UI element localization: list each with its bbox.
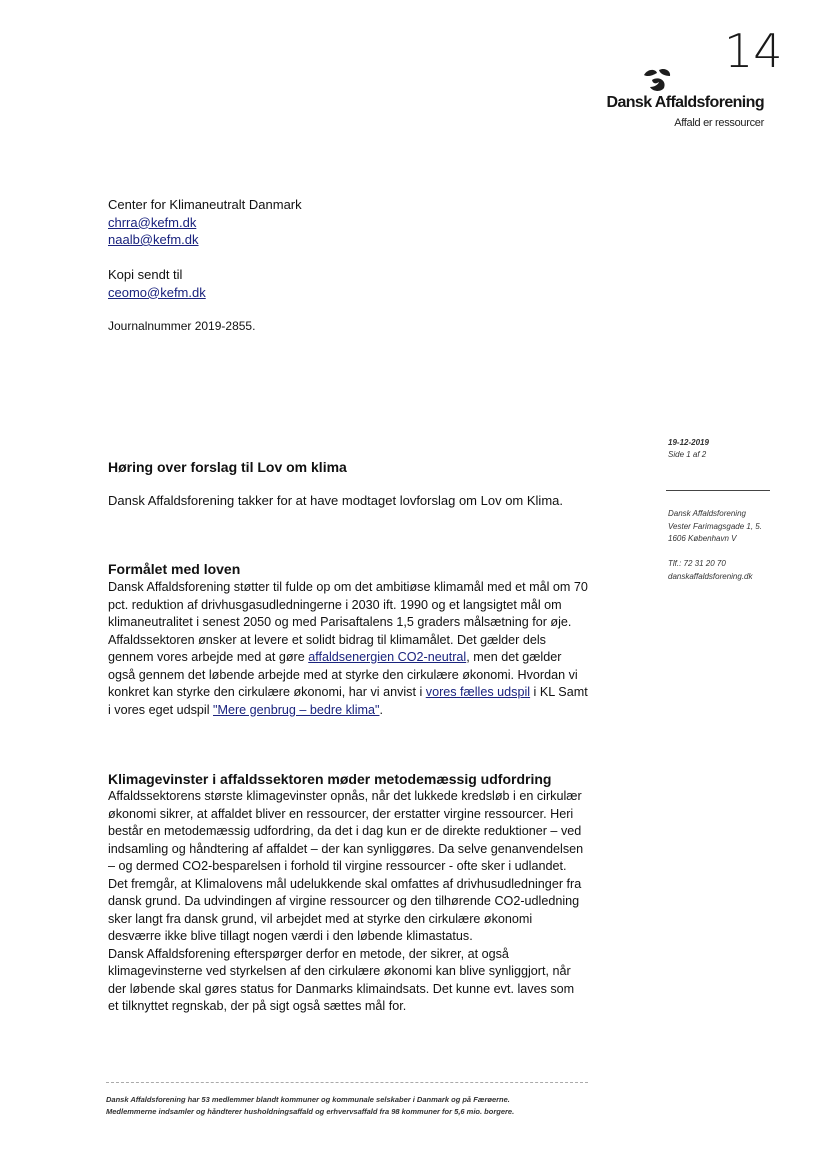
intro-paragraph: Dansk Affaldsforening takker for at have modtaget lovforslag om Lov om Klima. — [108, 493, 563, 508]
paragraph — [108, 632, 588, 720]
recipient-org: Center for Klimaneutralt Danmark — [108, 197, 302, 212]
sidebar-address — [668, 508, 762, 546]
footer-divider — [106, 1082, 588, 1083]
brand-tagline: Affald er ressourcer — [674, 117, 764, 129]
text-span: , men det gælder også gennem det løbende arbejde med at styrke den cirkulære økonomi. Hvordan vi konkret kan styrke den cirkulære økonomi, har vi anvist i — [108, 650, 578, 699]
phone-number: Tlf.: 72 31 20 70 — [668, 559, 726, 568]
leaf-logo-icon — [640, 67, 674, 95]
brand-name: Dansk Affaldsforening — [606, 94, 764, 111]
paragraph: Det fremgår, at Klimalovens mål udelukkende skal omfattes af drivhusudledninger fra dansk grund. Da udvindingen af virgine ressourcer og den tilhørende CO2-udledning sker langt fra dansk grund, vil arbejdet med at styrke den cirkulære økonomi desværre ikke blive tillagt nogen værdi i den løbende klimastatus. — [108, 876, 582, 943]
sidebar-contact — [668, 558, 753, 583]
text-span: i KL Samt i vores eget udspil — [108, 685, 588, 717]
footer-line: Dansk Affaldsforening har 53 medlemmer blandt kommuner og kommunale selskaber i Danmark og på Færøerne. — [106, 1095, 510, 1104]
recipient-email-link[interactable]: chrra@kefm.dk — [108, 214, 197, 230]
paragraph: Dansk Affaldsforening efterspørger derfor en metode, der sikrer, at også klimagevinsterne ved styrkelsen af den cirkulære økonomi kan blive synliggjort, når der løbende skal gøres status for Danmarks klimaindsats. Det kunne evt. laves som et tilknyttet regnskab, der på sigt også sættes mål for. — [108, 946, 575, 1013]
section-body — [108, 788, 588, 1016]
affaldsenergi-link[interactable]: affaldsenergien CO2-neutral — [308, 650, 467, 664]
journal-number: Journalnummer 2019-2855. — [108, 319, 256, 333]
address-street: Vester Farimagsgade 1, 5. — [668, 521, 762, 531]
text-span: . — [379, 702, 383, 717]
section-heading: Klimagevinster i affaldssektoren møder metodemæssig udfordring — [108, 771, 552, 787]
sidebar-divider — [666, 490, 770, 491]
footer — [106, 1094, 514, 1118]
handwritten-page-number: 14 — [724, 24, 783, 78]
footer-line: Medlemmerne indsamler og håndterer husholdningsaffald og erhvervsaffald fra 98 kommuner for 5,6 mio. borgere. — [106, 1107, 515, 1116]
copy-block — [108, 266, 206, 301]
recipient-block — [108, 196, 302, 249]
paragraph: Dansk Affaldsforening støtter til fulde op om det ambitiøse klimamål med et mål om 70 pct. reduktion af drivhusgasudledningerne i 2030 ift. 1990 og et langsigtet mål om klimaneutralitet i senest 2050 og med Parisaftalens 1,5 graders målsætning for øje. — [108, 580, 588, 629]
copy-email-link[interactable]: ceomo@kefm.dk — [108, 284, 206, 300]
website: danskaffaldsforening.dk — [668, 571, 753, 581]
address-city: 1606 København V — [668, 534, 737, 543]
page-indicator: Side 1 af 2 — [668, 450, 707, 459]
letter-title: Høring over forslag til Lov om klima — [108, 459, 347, 475]
sidebar-date-block — [668, 437, 709, 461]
letter-date: 19-12-2019 — [668, 438, 709, 447]
section-body — [108, 579, 588, 719]
recipient-email-link[interactable]: naalb@kefm.dk — [108, 232, 199, 247]
address-name: Dansk Affaldsforening — [668, 509, 746, 518]
section-heading: Formålet med loven — [108, 561, 241, 577]
text-span: Affaldssektoren ønsker at levere et solidt bidrag til klimamålet. Det gælder dels gennem vores arbejde med at gøre — [108, 632, 546, 664]
copy-label: Kopi sendt til — [108, 267, 183, 282]
mere-genbrug-link[interactable]: "Mere genbrug – bedre klima" — [213, 702, 380, 717]
faelles-udspil-link[interactable]: vores fælles udspil — [425, 685, 531, 699]
paragraph: Affaldssektorens største klimagevinster opnås, når det lukkede kredsløb i en cirkulær økonomi sikrer, at affaldet bliver en ressourcer, der erstatter virgine ressourcer. Heri består en metodemæssig udfordring, da det i dag kun er de direkte reduktioner – ved indsamling og håndtering af affaldet – der kan synliggøres. Da selve genanvendelsen – og dermed CO2-besparelsen i forhold til virgine ressourcer - ofte sker i udlandet. — [108, 789, 584, 873]
